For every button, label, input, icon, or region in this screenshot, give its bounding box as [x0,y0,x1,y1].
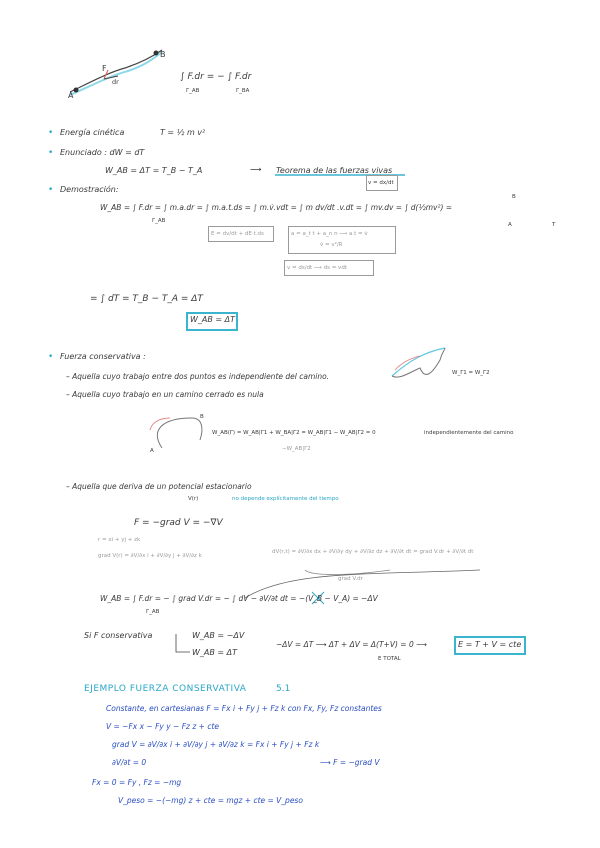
ejemplo-title: EJEMPLO FUERZA CONSERVATIVA [84,684,247,694]
demo-sub-t: T [552,222,556,228]
grad-dv-under: grad V.dr [338,576,363,582]
box-acceleration-sub: v̇ = v²/R [320,242,343,248]
grad-f-eq: F = −grad V = −∇V [134,518,223,528]
label-dr: dr [112,78,119,86]
ejemplo-number: 5.1 [276,684,291,694]
box-e-text: E = dv/dt + dE·t.ds [211,231,264,237]
loop-curve [157,418,202,448]
theorem-label: Teorema de las fuerzas vivas [276,166,393,175]
point-b [154,51,159,56]
grad-w-eq: W_AB = ∫ F.dr = − ∫ grad V.dr = − ∫ dV − ∂V/∂t dt = −(V_B − V_A) = −ΔV [100,594,378,603]
bullet-conservativa: • [48,352,54,362]
loop-label-a: A [150,448,154,454]
demo-label: Demostración: [60,185,119,194]
grad-gradv-eq: grad V(r) = ∂V/∂x i + ∂V/∂y j + ∂V/∂z k [98,553,202,559]
conservativa-line3-sub: V(r) [188,496,199,502]
conclusion-e-total: E TOTAL [378,656,401,662]
point-a [74,88,79,93]
label-b: B [160,50,166,59]
box-velocity-text: v = ds/dt ⟶ ds = vdt [287,265,347,271]
grad-r-eq: r = xi + yj + zk [98,537,141,543]
energia-eq: T = ½ m v² [160,128,206,137]
conclusion-eq: −ΔV = ΔT ⟶ ΔT + ΔV = Δ(T+V) = 0 ⟶ [276,640,427,649]
loop-label-b: B [200,414,204,420]
demo-sub-b: B [512,194,516,200]
label-f: F [102,64,107,73]
work-equation: ∫ F.dr = − ∫ F.dr [180,72,252,82]
path-gamma1 [392,348,445,376]
conservativa-line3-note: no depende explícitamente del tiempo [232,496,339,502]
conclusion-arrows [176,634,190,652]
grad-w-sub: Γ_AB [146,609,160,615]
bullet-energia: • [48,128,54,138]
loop-eq: W_AB(Γ) = W_AB|Γ1 + W_BA|Γ2 = W_AB|Γ1 − W_AB|Γ2 = 0 [212,430,376,436]
loop-sub: −W_AB|Γ2 [282,446,311,452]
ejemplo-line4-right: ⟶ F = −grad V [320,758,380,767]
ejemplo-line6: V_peso = −(−mg) z + cte = mgz + cte = V_peso [118,796,303,805]
box-acceleration-text: a = a_t t + a_n n ⟶ a.t = v̇ [291,231,368,237]
conservativa-line1: – Aquella cuyo trabajo entre dos puntos es independiente del camino. [66,372,330,381]
result-box-text: W_AB = ΔT [190,315,236,324]
enunciado-arrow: ⟶ [250,165,262,174]
ejemplo-line1: Constante, en cartesianas F = Fx i + Fy j + Fz k con Fx, Fy, Fz constantes [106,704,382,713]
path-gamma2 [392,348,445,377]
ejemplo-line5: Fx = 0 = Fy , Fz = −mg [92,778,182,787]
bullet-enunciado: • [48,148,54,158]
enunciado-label: Enunciado : dW = dT [60,148,145,157]
vdot-box-text: v = dx/dt [368,180,394,186]
demo-main-eq: W_AB = ∫ F.dr = ∫ m.a.dr = ∫ m.a.t.ds = ∫ m.v̇.vdt = ∫ m dv/dt .v.dt = ∫ mv.dv = ∫ d(½mv²) = [100,203,453,212]
conservativa-line3: – Aquella que deriva de un potencial estacionario [66,482,252,491]
energia-label: Energía cinética [60,128,125,137]
work-sub-ba: Γ_BA [236,88,250,94]
loop-note: independientemente del camino [424,430,514,436]
energy-box-text: E = T + V = cte [458,640,522,649]
grad-dv-eq: dV(r,t) = ∂V/∂x dx + ∂V/∂y dy + ∂V/∂z dz + ∂V/∂t dt = grad V.dr + ∂V/∂t dt [272,549,474,555]
conclusion-w2: W_AB = ΔT [192,648,238,657]
conservativa-line1-side: W_Γ1 = W_Γ2 [452,370,490,376]
ejemplo-line3: grad V = ∂V/∂x i + ∂V/∂y j + ∂V/∂z k = Fx i + Fy j + Fz k [112,740,320,749]
conservativa-line2: – Aquella cuyo trabajo en un camino cerrado es nula [66,390,264,399]
conclusion-w1: W_AB = −ΔV [192,631,245,640]
demo-sub-gamma: Γ_AB [152,218,166,224]
work-sub-ab: Γ_AB [186,88,200,94]
bullet-demo: • [48,185,54,195]
enunciado-eq: W_AB = ΔT = T_B − T_A [105,166,203,175]
conservativa-label: Fuerza conservativa : [60,352,146,361]
ejemplo-line2: V = −Fx x − Fy y − Fz z + cte [106,722,220,731]
conclusion-si: Si F conservativa [84,631,153,640]
demo-sub-a: A [508,222,512,228]
ejemplo-line4: ∂V/∂t = 0 [112,758,147,767]
demo-result-eq: = ∫ dT = T_B − T_A = ΔT [90,294,203,304]
label-a: A [68,91,74,100]
